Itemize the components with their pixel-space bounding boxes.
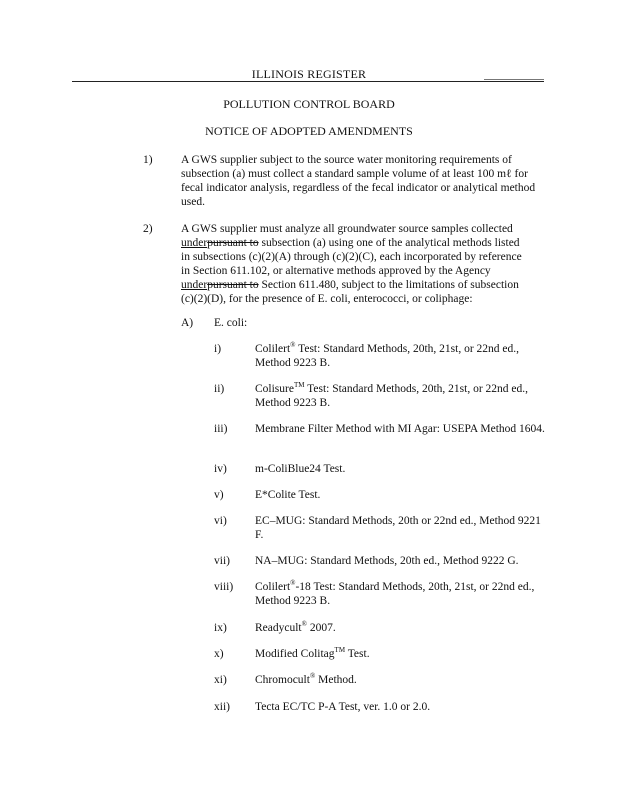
method-detail: Test. [345,648,370,660]
trademark-mark: TM [293,381,305,390]
method-item-text [255,554,550,568]
method-item-number: xii) [214,701,230,713]
notice-title: NOTICE OF ADOPTED AMENDMENTS [205,124,413,138]
para2-line-rest: subsection (a) using one of the analytical methods listed [258,237,520,249]
method-item-text [255,462,550,476]
method-item-text [255,514,550,542]
method-detail: -18 Test: Standard Methods, 20th, 21st, or 22nd ed., Method 9223 B. [255,581,535,607]
method-item-number: i) [214,343,222,355]
method-name: m-ColiBlue24 Test. [255,463,346,475]
method-item-text [255,342,550,370]
method-name: Tecta EC/TC P-A Test, ver. 1.0 or 2.0. [255,701,431,713]
para2-line [181,236,551,250]
trademark-mark: TM [334,646,346,655]
method-item-text [255,488,550,502]
method-detail: Test: Standard Methods, 20th, 21st, or 22nd ed., Method 9223 B. [255,383,529,409]
method-item-number: ii) [214,383,225,395]
method-item-number: ix) [214,622,227,634]
method-name: Colisure [255,383,294,395]
method-item-text [255,647,550,661]
para2-line: in Section 611.102, or alternative methods approved by the Agency [181,265,491,277]
para1-text: A GWS supplier subject to the source water monitoring requirements of subsection (a) must collect a standard sample volume of at least 100 mℓ for fecal indicator analysis, regardless of the fecal indicator or analytical method used. [181,154,536,208]
method-name: Readycult [255,622,302,634]
method-item-number: iii) [214,423,228,435]
para2-line [181,278,551,292]
method-item-number: vi) [214,515,227,527]
method-name: NA–MUG: Standard Methods, 20th ed., Method 9222 G. [255,555,519,567]
board-title: POLLUTION CONTROL BOARD [223,97,395,111]
method-item-text [255,382,550,410]
trademark-mark: ® [290,579,296,588]
method-item-number: vii) [214,555,230,567]
trademark-mark: ® [290,341,296,350]
method-name: Modified Colitag [255,648,335,660]
method-name: E*Colite Test. [255,489,321,501]
method-item-text [255,580,550,608]
trademark-mark: ® [309,672,316,681]
method-item-number: viii) [214,581,234,593]
method-item-number: xi) [214,674,227,686]
method-item-text [255,621,550,635]
method-name: Colilert [255,343,291,355]
header-rule [72,81,544,82]
trademark-mark: ® [301,620,307,629]
deleted-text: pursuant to [207,279,259,291]
subsection-a-label: E. coli: [214,317,248,329]
deleted-text: pursuant to [207,237,259,249]
subsection-a-number: A) [181,317,194,329]
method-detail: 2007. [306,622,336,634]
method-name: EC–MUG: Standard Methods, 20th or 22nd ed., Method 9221 F. [255,515,541,541]
register-title: ILLINOIS REGISTER [251,67,367,81]
inserted-text: under [181,279,208,291]
method-item-text [255,673,550,687]
para1-number: 1) [143,154,153,166]
para2-line: in subsections (c)(2)(A) through (c)(2)(C), each incorporated by reference [181,251,522,263]
para2-text [181,222,551,306]
method-name: Membrane Filter Method with MI Agar: USEPA Method 1604. [255,423,545,435]
method-detail: Test: Standard Methods, 20th, 21st, or 22nd ed., Method 9223 B. [255,343,520,369]
method-detail: Method. [315,674,357,686]
method-name: Chromocult [255,674,310,686]
method-item-number: v) [214,489,224,501]
para2-line-rest: Section 611.480, subject to the limitations of subsection [258,279,519,291]
inserted-text: under [181,237,208,249]
para2-line: A GWS supplier must analyze all groundwater source samples collected [181,223,513,235]
para2-number: 2) [143,223,153,235]
header-rule-accent [484,79,544,80]
para2-line: (c)(2)(D), for the presence of E. coli, enterococci, or coliphage: [181,293,473,305]
method-item-text [255,700,550,714]
method-item-text [255,422,550,436]
method-item-number: x) [214,648,224,660]
method-name: Colilert [255,581,291,593]
method-item-number: iv) [214,463,227,475]
